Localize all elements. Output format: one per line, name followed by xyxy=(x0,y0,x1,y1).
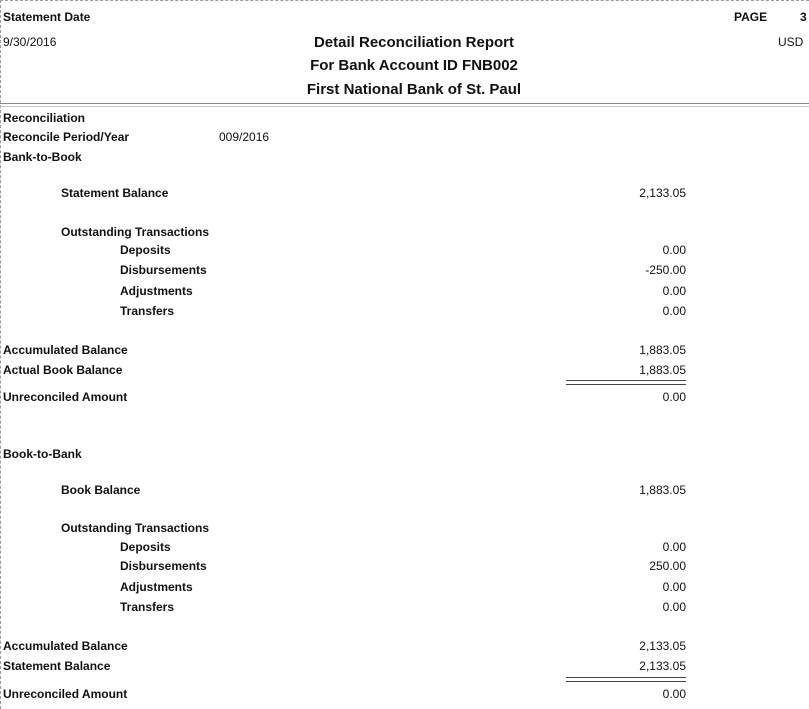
report-title: Detail Reconciliation Report xyxy=(313,34,515,51)
btb-transfers-value: 0.00 xyxy=(662,304,686,318)
btk-accumulated-label: Accumulated Balance xyxy=(3,639,128,653)
btb-transfers-label: Transfers xyxy=(120,304,175,318)
btb-adjustments-label: Adjustments xyxy=(120,284,193,298)
btk-transfers-label: Transfers xyxy=(120,600,175,614)
reconciliation-heading: Reconciliation xyxy=(3,111,86,125)
btb-deposits-label: Deposits xyxy=(120,243,171,257)
btb-statement-balance-label: Statement Balance xyxy=(61,186,169,200)
btk-book-balance-value: 1,883.05 xyxy=(639,483,686,497)
btb-actual-book-value: 1,883.05 xyxy=(639,363,686,377)
statement-date: 9/30/2016 xyxy=(3,35,57,49)
btk-disbursements-value: 250.00 xyxy=(649,559,686,573)
btk-unreconciled-label: Unreconciled Amount xyxy=(3,687,128,701)
btb-unreconciled-value: 0.00 xyxy=(662,390,686,404)
page-number: 3 xyxy=(800,10,807,24)
btb-statement-balance-value: 2,133.05 xyxy=(639,186,686,200)
btb-disbursements-value: -250.00 xyxy=(645,263,686,277)
btb-unreconciled-label: Unreconciled Amount xyxy=(3,390,128,404)
currency-code: USD xyxy=(778,35,804,49)
btb-accumulated-value: 1,883.05 xyxy=(639,343,686,357)
btb-adjustments-value: 0.00 xyxy=(662,284,686,298)
bank-name: First National Bank of St. Paul xyxy=(306,81,522,98)
bank-to-book-heading: Bank-to-Book xyxy=(3,150,82,164)
btb-outstanding-heading: Outstanding Transactions xyxy=(61,225,210,239)
btb-accumulated-label: Accumulated Balance xyxy=(3,343,128,357)
report-subtitle: For Bank Account ID FNB002 xyxy=(310,57,518,74)
page-label: PAGE xyxy=(734,10,768,24)
btk-transfers-value: 0.00 xyxy=(662,600,686,614)
period-label: Reconcile Period/Year xyxy=(3,130,130,144)
btk-adjustments-label: Adjustments xyxy=(120,580,193,594)
period-value: 009/2016 xyxy=(219,130,270,144)
statement-date-label: Statement Date xyxy=(3,10,91,24)
btk-deposits-label: Deposits xyxy=(120,540,171,554)
header-rule xyxy=(0,103,809,104)
btb-disbursements-label: Disbursements xyxy=(120,263,207,277)
btk-unreconciled-value: 0.00 xyxy=(662,687,686,701)
btb-total-double-rule xyxy=(566,380,686,385)
btb-actual-book-label: Actual Book Balance xyxy=(3,363,123,377)
btk-accumulated-value: 2,133.05 xyxy=(639,639,686,653)
btk-statement-balance-value: 2,133.05 xyxy=(639,659,686,673)
btk-disbursements-label: Disbursements xyxy=(120,559,207,573)
btb-deposits-value: 0.00 xyxy=(662,243,686,257)
btk-outstanding-heading: Outstanding Transactions xyxy=(61,521,210,535)
btk-total-double-rule xyxy=(566,677,686,682)
book-to-bank-heading: Book-to-Bank xyxy=(3,447,82,461)
btk-book-balance-label: Book Balance xyxy=(61,483,141,497)
btk-statement-balance-label: Statement Balance xyxy=(3,659,111,673)
btk-deposits-value: 0.00 xyxy=(662,540,686,554)
page-top-edge xyxy=(0,0,809,1)
header-rule-secondary xyxy=(0,106,809,107)
btk-adjustments-value: 0.00 xyxy=(662,580,686,594)
